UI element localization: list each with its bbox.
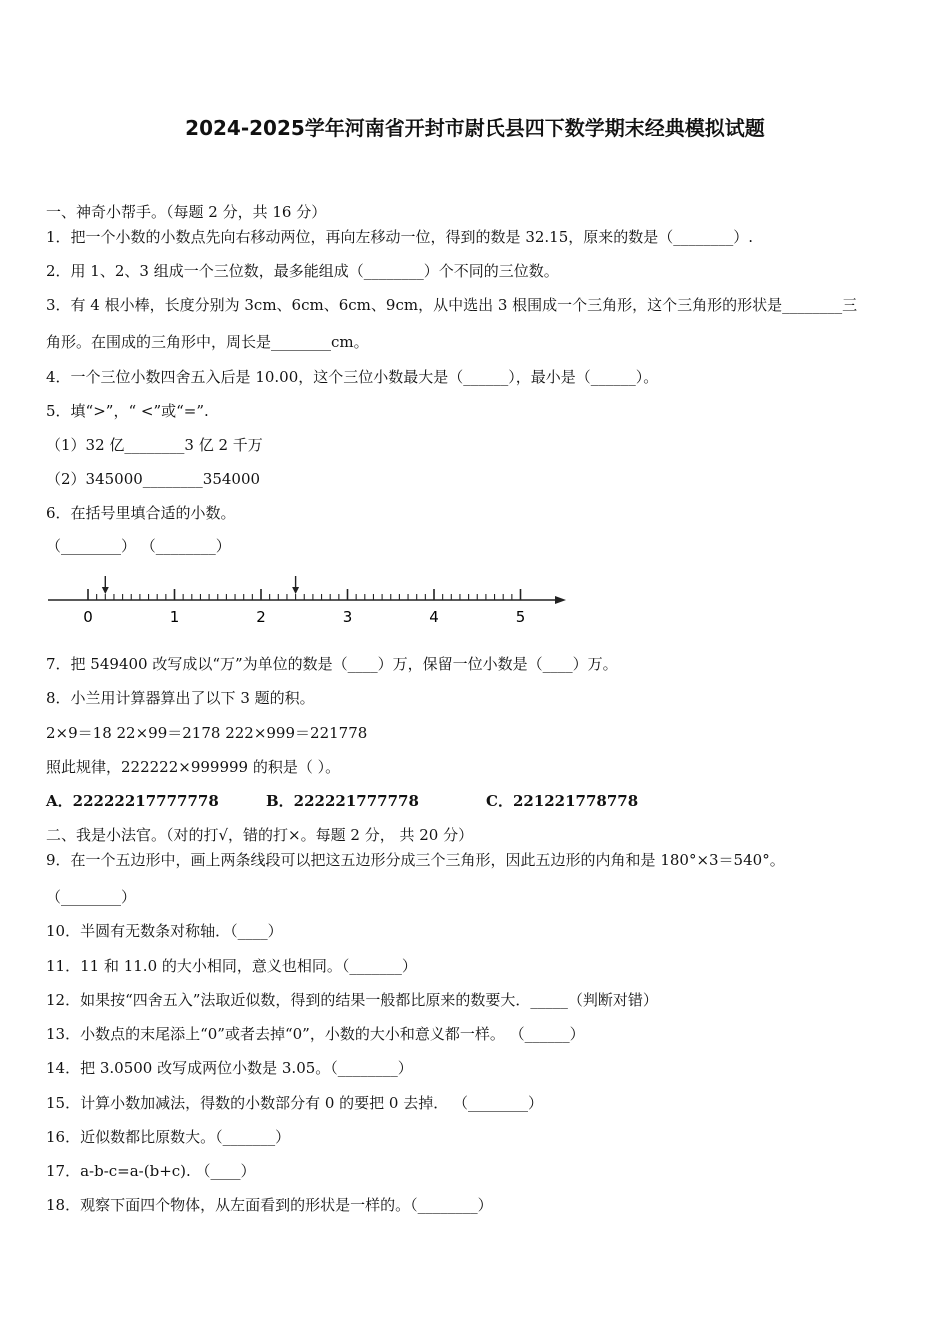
question-6: 6．在括号里填合适的小数。 [46,504,236,522]
question-9-blank: （________） [46,888,137,906]
tick-label: 3 [342,608,353,626]
option-b: B．222221777778 [266,792,419,810]
question-12: 12．如果按“四舍五入”法取近似数，得到的结果一般都比原来的数要大．_____（判断对错） [46,991,658,1009]
question-8: 8．小兰用计算器算出了以下 3 题的积。 [46,689,315,707]
question-6-blanks: （________） （________） [46,537,231,555]
question-18: 18．观察下面四个物体，从左面看到的形状是一样的。（________） [46,1196,493,1214]
number-line-labels [83,608,525,626]
question-3-line-2: 角形。在围成的三角形中，周长是________cm。 [46,333,369,351]
tick-label: 4 [429,608,439,626]
question-5-part-1: （1）32 亿________3 亿 2 千万 [46,436,263,454]
question-10: 10．半圆有无数条对称轴．（____） [46,922,283,940]
question-17: 17．a-b-c=a-(b+c). （____） [46,1162,256,1180]
question-8-prompt: 照此规律，222222×999999 的积是（ ）。 [46,758,341,776]
question-13: 13．小数点的末尾添上“0”或者去掉“0”，小数的大小和意义都一样。 （______） [46,1025,585,1043]
tick-label: 5 [515,608,526,626]
question-14: 14．把 3.0500 改写成两位小数是 3.05。（________） [46,1059,413,1077]
marker-arrow-head [292,587,299,594]
number-line-ticks [88,589,521,600]
option-a: A．22222217777778 [46,792,219,810]
question-2: 2．用 1、2、3 组成一个三位数，最多能组成（________）个不同的三位数。 [46,262,559,280]
number-line-figure [46,572,576,632]
marker-arrow-head [102,587,109,594]
option-c: C．221221778778 [486,792,639,810]
question-4: 4．一个三位小数四舍五入后是 10.00，这个三位小数最大是（______），最小是（______）。 [46,368,659,386]
question-3-line-1: 3．有 4 根小棒，长度分别为 3cm、6cm、6cm、9cm，从中选出 3 根围成一个三角形，这个三角形的形状是________三 [46,296,858,314]
question-7: 7．把 549400 改写成以“万”为单位的数是（____）万，保留一位小数是（____）万。 [46,655,618,673]
question-15: 15．计算小数加减法，得数的小数部分有 0 的要把 0 去掉． （________） [46,1094,544,1112]
section-heading-2: 二、我是小法官。（对的打√，错的打×。每题 2 分， 共 20 分） [46,826,474,844]
tick-label: 1 [169,608,180,626]
question-11: 11．11 和 11.0 的大小相同，意义也相同。（_______） [46,957,417,975]
page-title: 2024-2025学年河南省开封市尉氏县四下数学期末经典模拟试题 [185,116,765,140]
section-heading-1: 一、神奇小帮手。（每题 2 分，共 16 分） [46,203,327,221]
question-8-examples: 2×9＝18 22×99＝2178 222×999＝221778 [46,724,368,742]
number-line-arrowhead [555,596,566,604]
number-line-markers [102,576,299,594]
question-16: 16．近似数都比原数大。（_______） [46,1128,291,1146]
tick-label: 2 [256,608,266,626]
question-5-part-2: （2）345000________354000 [46,470,261,488]
question-5: 5．填“>”，“ <”或“=”. [46,402,209,420]
question-1: 1．把一个小数的小数点先向右移动两位，再向左移动一位，得到的数是 32.15，原来的数是（________）. [46,228,754,246]
tick-label: 0 [83,608,93,626]
question-9: 9．在一个五边形中，画上两条线段可以把这五边形分成三个三角形，因此五边形的内角和是 180°×3＝540°。 [46,851,785,869]
